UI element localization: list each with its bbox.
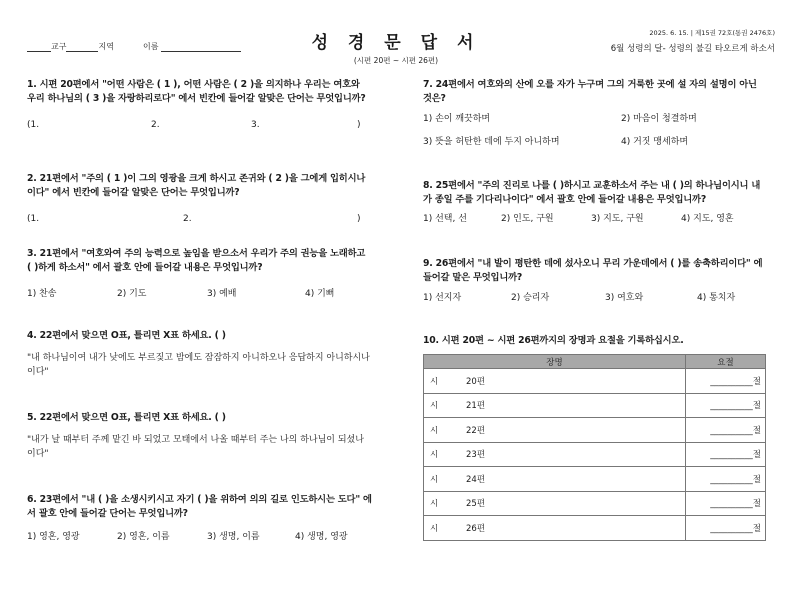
table-row bbox=[424, 442, 766, 467]
choice-1[interactable]: 1) 찬송 bbox=[27, 289, 57, 299]
choice-4[interactable]: 4) 생명, 영광 bbox=[295, 532, 348, 542]
chapter-number: 21편 bbox=[466, 401, 486, 412]
psalm-prefix: 시 bbox=[430, 499, 439, 510]
question-stem: 2. 21편에서 "주의 ( 1 )이 그의 영광을 크게 하시고 존귀와 ( 2 )을 그에게 입히시나이다" 에서 빈칸에 들어갈 알맞은 단어는 무엇입니까? bbox=[27, 173, 366, 198]
question-10 bbox=[423, 334, 768, 348]
choice-2[interactable]: 2) 기도 bbox=[117, 289, 147, 299]
chapter-number: 23편 bbox=[466, 450, 486, 461]
blank-close: ) bbox=[357, 214, 361, 224]
question-stem: 10. 시편 20편 ~ 시편 26편까지의 장명과 요절을 기록하십시오. bbox=[423, 335, 684, 346]
chapter-verse-table bbox=[423, 354, 766, 541]
blank-2-label: 2. bbox=[151, 120, 160, 130]
parish-label: 교구 bbox=[51, 42, 67, 51]
table-row bbox=[424, 467, 766, 492]
choice-3[interactable]: 3) 예배 bbox=[207, 289, 237, 299]
choice-list bbox=[27, 287, 367, 301]
question-3 bbox=[27, 247, 367, 301]
choice-4[interactable]: 4) 기뻐 bbox=[305, 289, 335, 299]
question-4 bbox=[27, 329, 372, 379]
chapter-cell[interactable] bbox=[424, 491, 686, 516]
question-stem: 7. 24편에서 여호와의 산에 오를 자가 누구며 그의 거룩한 곳에 설 자의 설명이 아닌 것은? bbox=[423, 79, 757, 104]
question-stem: 9. 26편에서 "내 발이 평탄한 데에 섰사오니 무리 가운데에서 ( )를 송축하리이다" 에 들어갈 말은 무엇입니까? bbox=[423, 258, 763, 283]
question-2 bbox=[27, 172, 367, 226]
column-header-verse: 요절 bbox=[686, 355, 766, 369]
psalm-prefix: 시 bbox=[430, 401, 439, 412]
chapter-cell[interactable] bbox=[424, 467, 686, 492]
verse-cell[interactable]: __________절 bbox=[686, 418, 766, 443]
chapter-cell[interactable] bbox=[424, 516, 686, 541]
psalm-prefix: 시 bbox=[430, 523, 439, 534]
issue-info: 2025. 6. 15. | 제15권 72호(통권 2476호) bbox=[649, 29, 775, 37]
question-6 bbox=[27, 493, 372, 544]
choice-list bbox=[27, 530, 372, 544]
psalm-prefix: 시 bbox=[430, 450, 439, 461]
blank-close: ) bbox=[357, 120, 361, 130]
verse-cell[interactable]: __________절 bbox=[686, 491, 766, 516]
chapter-number: 25편 bbox=[466, 499, 486, 510]
question-1 bbox=[27, 78, 367, 132]
choice-2[interactable]: 2) 마음이 청결하며 bbox=[621, 114, 697, 124]
question-quote: "내가 날 때부터 주께 맡긴 바 되었고 모태에서 나올 때부터 주는 나의 하나님이 되셨나이다" bbox=[27, 435, 364, 459]
choice-3[interactable]: 3) 여호와 bbox=[605, 293, 644, 303]
question-stem: 6. 23편에서 "내 ( )을 소생시키시고 자기 ( )을 위하여 의의 길로 인도하시는 도다" 에서 괄호 안에 들어갈 단어는 무엇입니까? bbox=[27, 494, 372, 519]
chapter-number: 26편 bbox=[466, 523, 486, 534]
page-title: 성 경 문 답 서 bbox=[311, 33, 481, 53]
name-label: 이름 bbox=[143, 42, 159, 51]
answer-blanks bbox=[27, 118, 367, 132]
chapter-cell[interactable] bbox=[424, 442, 686, 467]
blank-1-label: (1. bbox=[27, 120, 40, 130]
chapter-number: 20편 bbox=[466, 376, 486, 387]
question-quote: "내 하나님이여 내가 낮에도 부르짖고 밤에도 잠잠하지 아니하오나 응답하지 아니하시나이다" bbox=[27, 353, 370, 377]
question-stem: 5. 22편에서 맞으면 O표, 틀리면 X표 하세요. ( ) bbox=[27, 412, 226, 423]
psalm-prefix: 시 bbox=[430, 376, 439, 387]
page-subtitle: (시편 20편 ~ 시편 26편) bbox=[353, 56, 439, 65]
district-label: 지역 bbox=[98, 42, 114, 51]
chapter-number: 22편 bbox=[466, 425, 486, 436]
choice-3[interactable]: 3) 생명, 이름 bbox=[207, 532, 260, 542]
blank-2-label: 2. bbox=[183, 214, 192, 224]
choice-1[interactable]: 1) 영혼, 영광 bbox=[27, 532, 80, 542]
choice-3[interactable]: 3) 뜻을 허탄한 데에 두지 아니하며 bbox=[423, 137, 560, 147]
question-stem: 8. 25편에서 "주의 진리로 나를 ( )하시고 교훈하소서 주는 내 ( )의 하나님이시니 내가 종일 주를 기다리나이다" 에서 괄호 안에 들어갈 내용은 무엇입니까? bbox=[423, 180, 761, 205]
choice-list bbox=[423, 135, 768, 149]
blank-3-label: 3. bbox=[251, 120, 260, 130]
choice-list bbox=[423, 212, 768, 226]
verse-cell[interactable]: __________절 bbox=[686, 442, 766, 467]
choice-2[interactable]: 2) 영혼, 이름 bbox=[117, 532, 170, 542]
choice-3[interactable]: 3) 지도, 구원 bbox=[591, 214, 644, 224]
blank-1-label: (1. bbox=[27, 214, 40, 224]
verse-cell[interactable]: __________절 bbox=[686, 467, 766, 492]
question-9 bbox=[423, 257, 768, 305]
chapter-cell[interactable] bbox=[424, 369, 686, 394]
table-header-row bbox=[424, 355, 766, 369]
question-8 bbox=[423, 179, 768, 226]
psalm-prefix: 시 bbox=[430, 425, 439, 436]
question-stem: 4. 22편에서 맞으면 O표, 틀리면 X표 하세요. ( ) bbox=[27, 330, 226, 341]
question-stem: 3. 21편에서 "여호와여 주의 능력으로 높임을 받으소서 우리가 주의 권능을 노래하고 ( )하게 하소서" 에서 괄호 안에 들어갈 내용은 무엇입니까? bbox=[27, 248, 366, 273]
psalm-prefix: 시 bbox=[430, 474, 439, 485]
table-row bbox=[424, 369, 766, 394]
table-row bbox=[424, 393, 766, 418]
question-7 bbox=[423, 78, 768, 149]
monthly-theme: 6월 성령의 달- 성령의 불길 타오르게 하소서 bbox=[610, 44, 775, 54]
verse-cell[interactable]: __________절 bbox=[686, 369, 766, 394]
choice-1[interactable]: 1) 선택, 선 bbox=[423, 214, 467, 224]
choice-list bbox=[423, 291, 768, 305]
table-row bbox=[424, 491, 766, 516]
choice-1[interactable]: 1) 선지자 bbox=[423, 293, 462, 303]
chapter-number: 24편 bbox=[466, 474, 486, 485]
choice-4[interactable]: 4) 지도, 영혼 bbox=[681, 214, 734, 224]
choice-4[interactable]: 4) 통치자 bbox=[697, 293, 736, 303]
choice-list bbox=[423, 112, 768, 126]
verse-cell[interactable]: __________절 bbox=[686, 393, 766, 418]
answer-blanks bbox=[27, 212, 367, 226]
choice-4[interactable]: 4) 거짓 맹세하며 bbox=[621, 137, 689, 147]
table-row bbox=[424, 516, 766, 541]
question-stem: 1. 시편 20편에서 "어떤 사람은 ( 1 ), 어떤 사람은 ( 2 )을 의지하나 우리는 여호와 우리 하나님의 ( 3 )을 자랑하리로다" 에서 빈칸에 들어갈 알맞은 단어는 무엇입니까? bbox=[27, 79, 366, 104]
table-row bbox=[424, 418, 766, 443]
question-5 bbox=[27, 411, 372, 461]
column-header-chapter: 장명 bbox=[424, 355, 686, 369]
choice-1[interactable]: 1) 손이 깨끗하며 bbox=[423, 114, 491, 124]
verse-cell[interactable]: __________절 bbox=[686, 516, 766, 541]
choice-2[interactable]: 2) 인도, 구원 bbox=[501, 214, 554, 224]
chapter-cell[interactable] bbox=[424, 418, 686, 443]
chapter-cell[interactable] bbox=[424, 393, 686, 418]
choice-2[interactable]: 2) 승리자 bbox=[511, 293, 550, 303]
